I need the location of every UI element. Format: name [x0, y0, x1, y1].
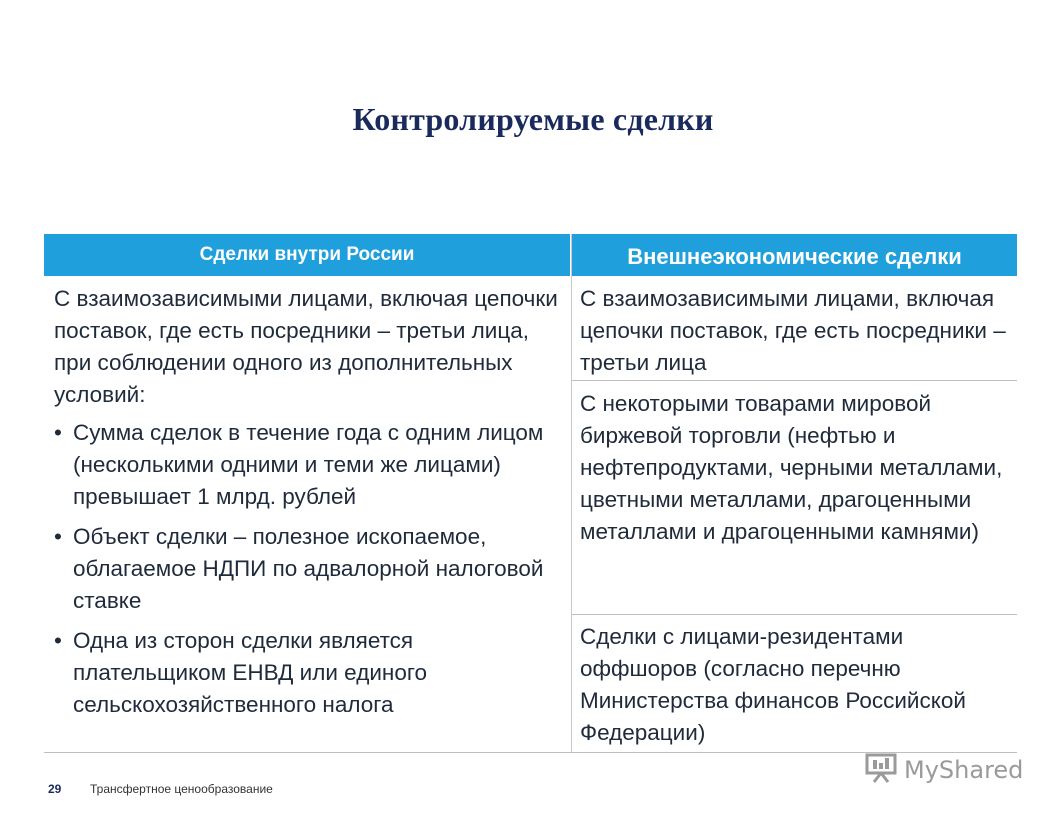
left-column-content [54, 283, 562, 729]
left-intro-text: С взаимозависимыми лицами, включая цепочки поставок, где есть посредники – третьи лица, при соблюдении одного из дополнительных условий: [54, 286, 558, 407]
left-column-header: Сделки внутри России [44, 234, 570, 276]
row-divider [572, 614, 1017, 615]
presentation-board-icon [864, 751, 898, 789]
page-title: Контролируемые сделки [352, 101, 714, 137]
left-bullet-list [54, 417, 562, 721]
right-cell-commodities: С некоторыми товарами мировой биржевой торговли (нефтью и нефтепродуктами, черными металлами, цветными металлами, драгоценными металлами и драгоценными камнями) [580, 391, 1003, 544]
footer-text: Трансфертное ценообразование [90, 782, 273, 796]
watermark-text: MyShared [904, 756, 1024, 784]
right-cell-offshore: Сделки с лицами-резидентами оффшоров (согласно перечню Министерства финансов Российской Федерации) [580, 624, 966, 745]
right-column-header: Внешнеэкономические сделки [572, 234, 1017, 276]
list-item: • Объект сделки – полезное ископаемое, облагаемое НДПИ по адвалорной налоговой ставке [54, 521, 562, 617]
right-cell-interdependent: С взаимозависимыми лицами, включая цепочки поставок, где есть посредники – третьи лица [580, 286, 1006, 375]
watermark [864, 754, 1023, 786]
list-item: • Сумма сделок в течение года с одним лицом (несколькими одними и теми же лицами) превышает 1 млрд. рублей [54, 417, 562, 513]
list-item: • Одна из сторон сделки является плательщиком ЕНВД или единого сельскохозяйственного налога [54, 625, 562, 721]
row-divider [572, 380, 1017, 381]
page-number: 29 [48, 782, 62, 796]
column-divider [571, 234, 572, 752]
